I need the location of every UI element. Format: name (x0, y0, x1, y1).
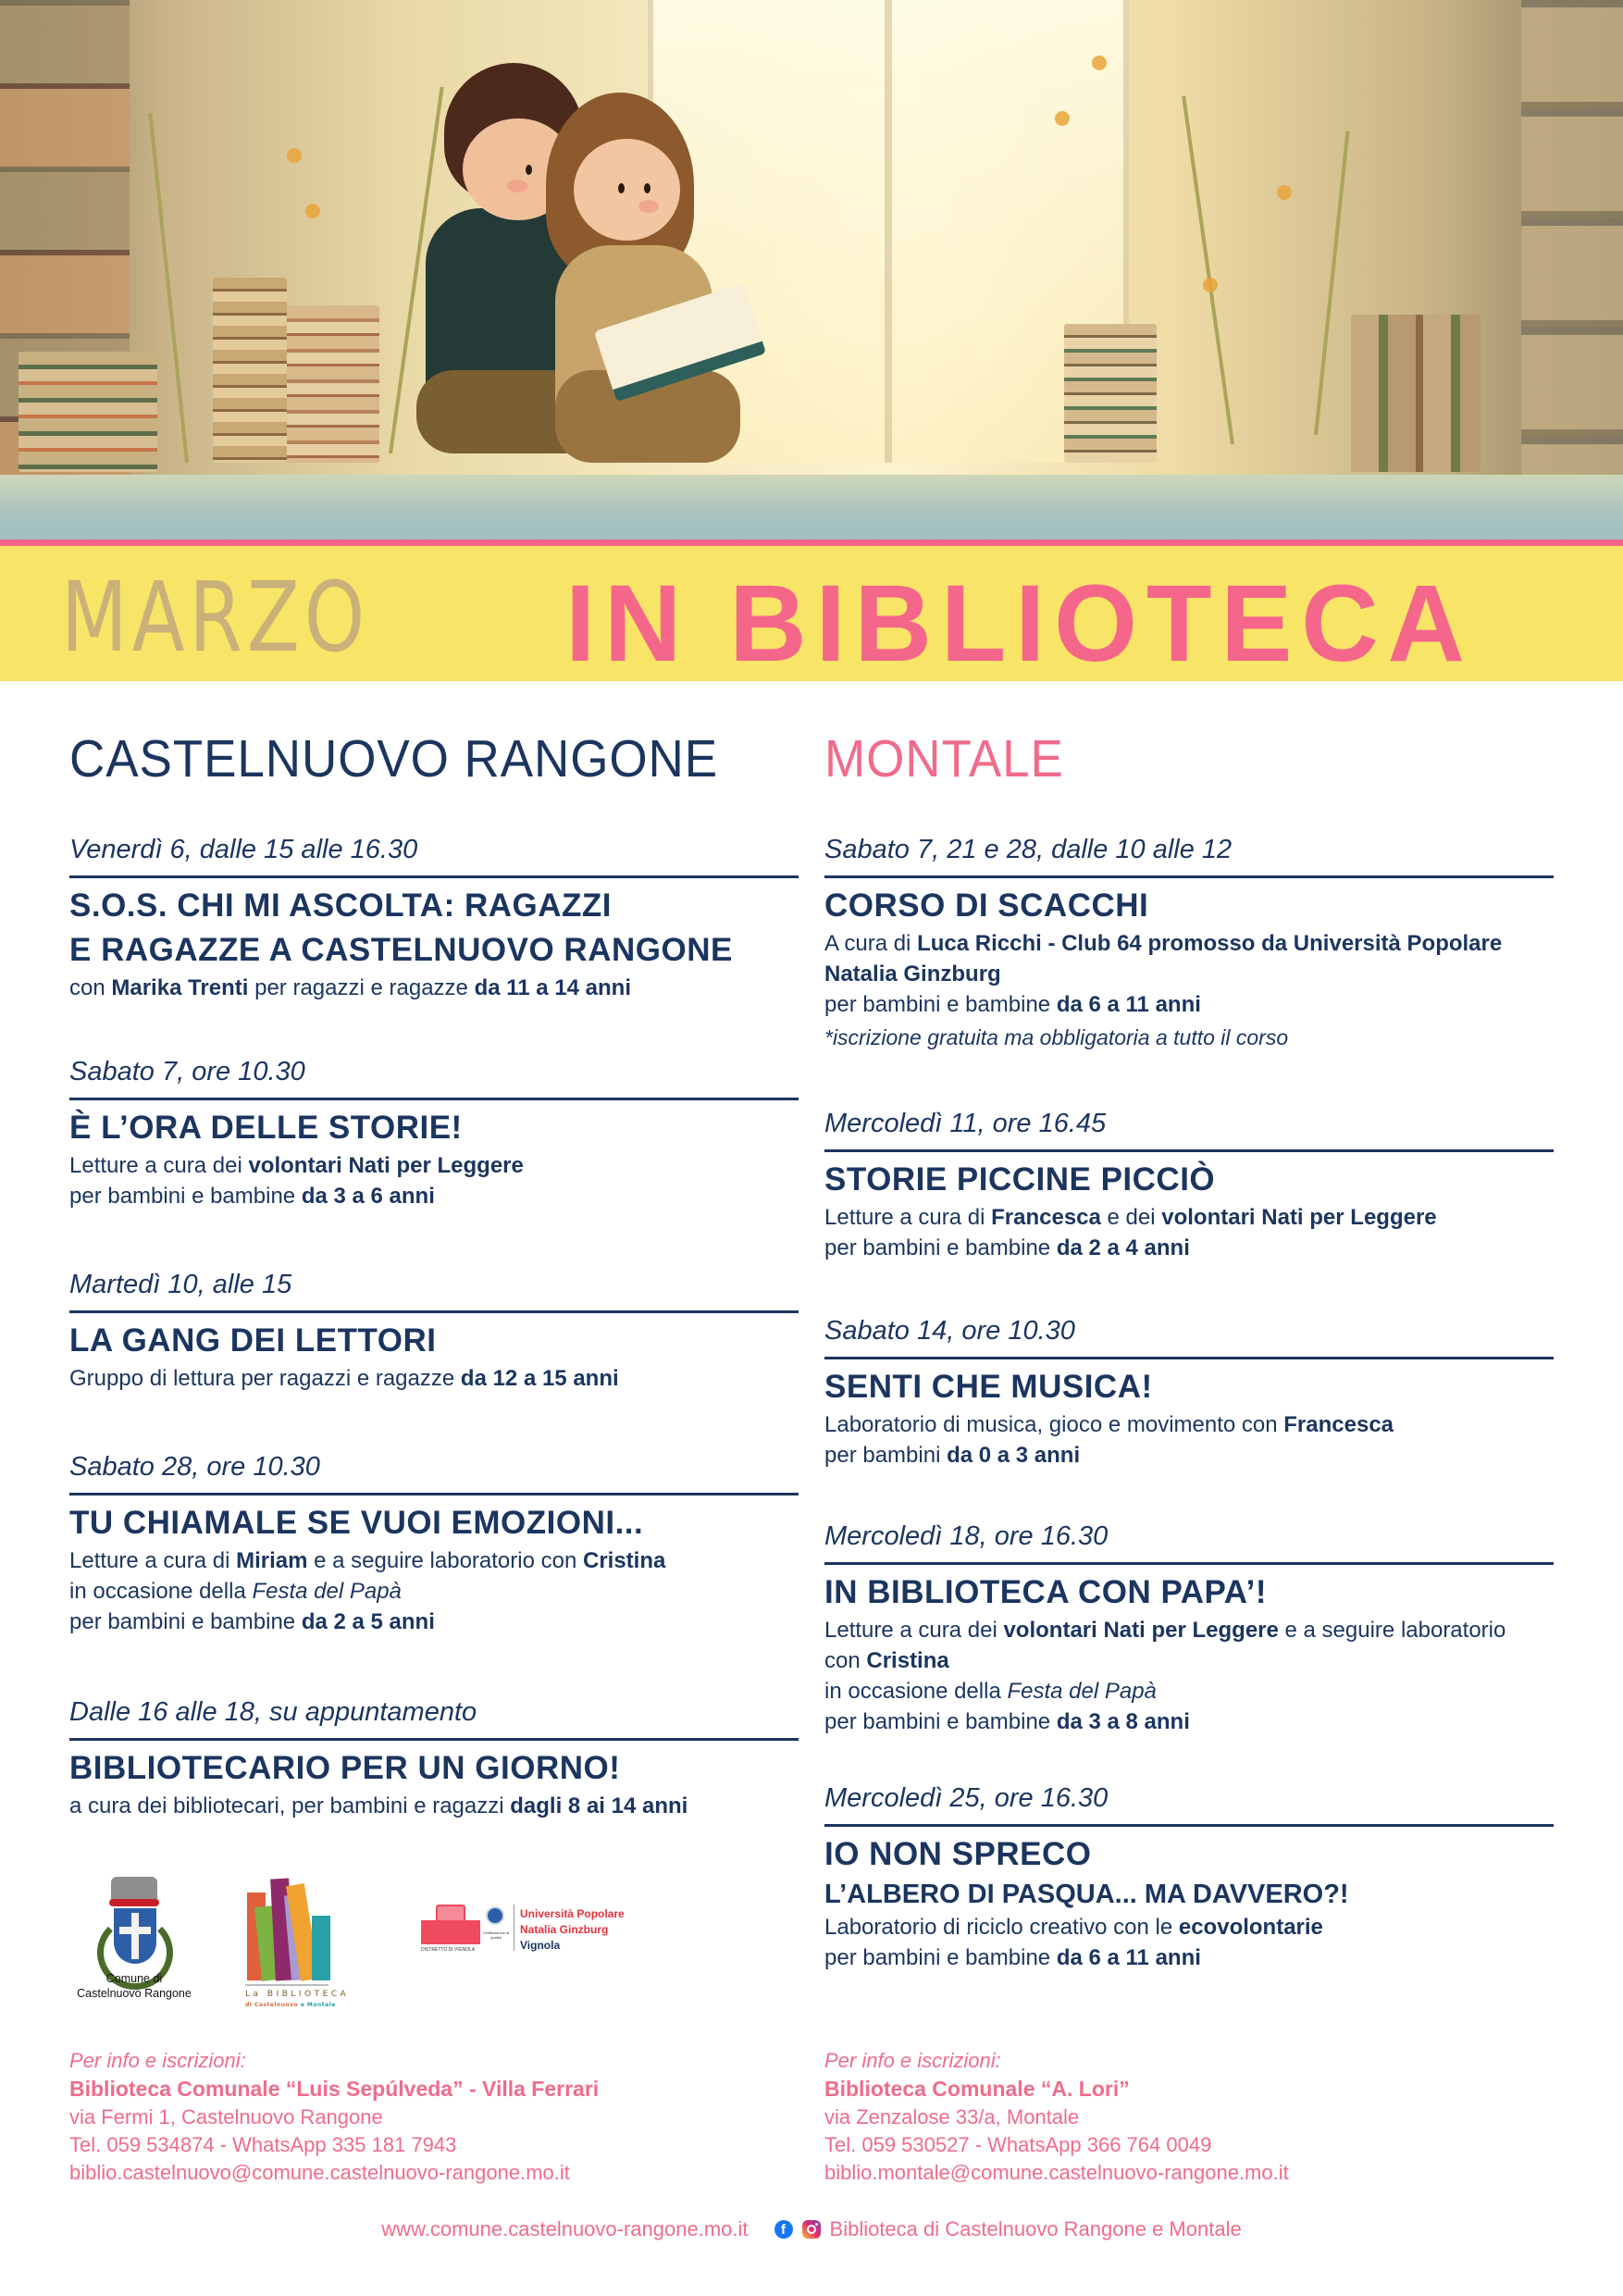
event-description (69, 1545, 799, 1576)
event-item (824, 833, 1554, 1055)
event-title: SENTI CHE MUSICA! (824, 1369, 1153, 1405)
event-item (69, 1695, 799, 1821)
event-description (824, 1676, 1554, 1706)
text-segment: per bambini e bambine (824, 1945, 1057, 1970)
event-item (69, 1450, 799, 1637)
quality-seal-icon (486, 1906, 504, 1925)
flower (1055, 111, 1070, 126)
event-item (69, 1268, 799, 1394)
floor (0, 475, 1623, 540)
highlight-text: volontari Nati per Leggere (248, 1153, 524, 1178)
book-stack (1351, 315, 1481, 472)
column-heading: MONTALE (824, 729, 1064, 788)
highlight-text: da 11 a 14 anni (474, 975, 631, 1000)
universita-red-box (421, 1920, 480, 1944)
book-stack (1064, 324, 1157, 463)
event-description (69, 1791, 799, 1821)
info-lead: Per info e iscrizioni: (824, 2049, 1001, 2072)
girl-face (574, 139, 680, 241)
highlight-text: da 3 a 6 anni (301, 1184, 435, 1209)
event-description (824, 1615, 1554, 1645)
text-segment: in occasione della (69, 1579, 253, 1604)
text-segment: per bambini e bambine (69, 1609, 302, 1634)
event-divider (69, 1738, 799, 1741)
event-description (824, 1409, 1554, 1440)
event-item (824, 1107, 1554, 1263)
text-segment: per bambini e bambine (69, 1184, 302, 1209)
event-date: Venerdì 6, dalle 15 alle 16.30 (69, 835, 418, 864)
event-item (824, 1781, 1554, 1973)
facebook-icon[interactable]: f (774, 2220, 793, 2239)
event-description (69, 1150, 799, 1181)
text-segment: per bambini e bambine (824, 1709, 1057, 1734)
crown-base (109, 1899, 159, 1906)
website-link[interactable]: www.comune.castelnuovo-rangone.mo.it (381, 2217, 749, 2240)
comune-logo-text (60, 1971, 208, 2001)
text-segment: a cura dei bibliotecari, per bambini e ragazzi (69, 1793, 511, 1818)
text-segment: e a seguire laboratorio (1278, 1618, 1506, 1643)
hero-illustration (0, 0, 1623, 540)
highlight-text: Cristina (866, 1648, 949, 1673)
event-divider (69, 1310, 799, 1313)
highlight-text: volontari Nati per Leggere (1003, 1618, 1279, 1643)
library-phone[interactable]: Tel. 059 534874 - WhatsApp 335 181 7943 (69, 2133, 457, 2156)
event-description (824, 928, 1554, 959)
event-title: CORSO DI SCACCHI (824, 887, 1149, 924)
library-name: Biblioteca Comunale “A. Lori” (824, 2077, 1130, 2101)
text-segment: Laboratorio di musica, gioco e movimento con (824, 1412, 1284, 1437)
highlight-text: Natalia Ginzburg (824, 962, 1001, 987)
text-segment: con (69, 975, 112, 1000)
info-castelnuovo (69, 2047, 799, 2187)
event-date: Sabato 7, ore 10.30 (69, 1057, 305, 1086)
event-divider (824, 1824, 1554, 1827)
event-divider (824, 1357, 1554, 1359)
banner-heading: IN BIBLIOTECA (565, 563, 1474, 685)
event-date: Dalle 16 alle 18, su appuntamento (69, 1697, 477, 1727)
event-note: *iscrizione gratuita ma obbligatoria a tutto il corso (824, 1025, 1289, 1049)
event-item (824, 1520, 1554, 1737)
instagram-icon[interactable] (802, 2220, 821, 2239)
flower (1277, 185, 1292, 200)
partner-logos (69, 1860, 717, 2008)
library-email[interactable]: biblio.montale@comune.castelnuovo-rangone.mo.it (824, 2161, 1289, 2184)
universita-bottom-text: DISTRETTO DI VIGNOLA (421, 1947, 476, 1953)
column-heading: CASTELNUOVO RANGONE (69, 729, 719, 788)
highlight-text: Francesca (1283, 1412, 1394, 1437)
flower (305, 204, 320, 218)
biblioteca-logo-name: La BIBLIOTECA (245, 1990, 350, 1999)
event-description (824, 1440, 1554, 1471)
plant-stem (1182, 95, 1234, 444)
event-title: S.O.S. CHI MI ASCOLTA: RAGAZZI (69, 887, 612, 924)
text-segment: e dei (1100, 1205, 1162, 1230)
event-description (824, 1645, 1554, 1676)
bookshelf-right (1521, 0, 1623, 540)
text-segment: per bambini e bambine (824, 1235, 1057, 1260)
text-segment: Letture a cura di (824, 1205, 992, 1230)
event-date: Martedì 10, alle 15 (69, 1270, 292, 1299)
event-title: E RAGAZZE A CASTELNUOVO RANGONE (69, 932, 733, 968)
event-item (824, 1314, 1554, 1471)
event-subtitle: L’ALBERO DI PASQUA... MA DAVVERO?! (824, 1880, 1349, 1909)
text-segment: per bambini (824, 1443, 948, 1468)
event-description (824, 1942, 1554, 1973)
highlight-text: Francesca (991, 1205, 1101, 1230)
text-segment: Laboratorio di riciclo creativo con le (824, 1915, 1179, 1940)
info-montale (824, 2047, 1554, 2187)
library-email[interactable]: biblio.castelnuovo@comune.castelnuovo-rangone.mo.it (69, 2161, 570, 2184)
highlight-text: da 6 a 11 anni (1056, 992, 1201, 1017)
text-segment: Letture a cura di (69, 1548, 237, 1573)
book-stack (278, 305, 379, 463)
italic-text: Festa del Papà (252, 1579, 402, 1604)
text-segment: per bambini e bambine (824, 992, 1057, 1017)
highlight-text: da 12 a 15 anni (460, 1366, 619, 1391)
event-description (824, 1706, 1554, 1737)
biblioteca-sub-a: di Castelnuovo (245, 2002, 299, 2008)
highlight-text: dagli 8 ai 14 anni (510, 1793, 688, 1818)
event-description (69, 973, 799, 1003)
title-banner (0, 546, 1623, 685)
event-date: Sabato 7, 21 e 28, dalle 10 alle 12 (824, 835, 1233, 864)
event-item (69, 833, 799, 1003)
book-stack (19, 352, 157, 472)
flower (287, 148, 302, 163)
certification-text: Certificazione di qualità (482, 1930, 510, 1940)
event-description (69, 1181, 799, 1211)
event-title: TU CHIAMALE SE VUOI EMOZIONI... (69, 1505, 644, 1541)
event-date: Mercoledì 11, ore 16.45 (824, 1109, 1107, 1138)
social-label[interactable]: Biblioteca di Castelnuovo Rangone e Montale (829, 2217, 1242, 2240)
event-title: IN BIBLIOTECA CON PAPA’! (824, 1574, 1268, 1610)
comune-line2: Castelnuovo Rangone (77, 1987, 192, 2000)
text-segment: in occasione della (824, 1679, 1008, 1704)
highlight-text: da 6 a 11 anni (1056, 1945, 1201, 1970)
event-divider (69, 1098, 799, 1100)
highlight-text: Cristina (582, 1548, 666, 1573)
event-divider (69, 1493, 799, 1496)
text-segment: con (824, 1648, 867, 1673)
text-segment: Letture a cura dei (824, 1618, 1004, 1643)
universita-line2: Natalia Ginzburg (520, 1923, 609, 1936)
crown-icon (111, 1877, 157, 1901)
book-stack (213, 278, 287, 463)
footer (0, 2217, 1623, 2241)
event-title: È L’ORA DELLE STORIE! (69, 1110, 463, 1146)
column-montale (824, 722, 1554, 796)
biblioteca-sub-b: e Montale (298, 2002, 336, 2008)
text-segment: Letture a cura dei (69, 1153, 249, 1178)
info-lead: Per info e iscrizioni: (69, 2049, 246, 2072)
event-divider (824, 1149, 1554, 1152)
book-spine-icon (312, 1916, 330, 1980)
plant-stem (1314, 131, 1349, 436)
comune-line1: Comune di (105, 1972, 163, 1985)
event-divider (824, 875, 1554, 878)
flower (1092, 56, 1107, 70)
event-description (824, 1202, 1554, 1233)
highlight-text: Luca Ricchi - Club 64 promosso da Università Popolare (917, 931, 1503, 956)
logo-rule (245, 1984, 328, 1986)
coat-of-arms-icon (114, 1908, 156, 1964)
event-description (824, 959, 1554, 989)
text-segment: A cura di (824, 931, 918, 956)
event-item (69, 1055, 799, 1211)
event-description (824, 1233, 1554, 1263)
pink-divider-strip (0, 540, 1623, 546)
highlight-text: volontari Nati per Leggere (1161, 1205, 1437, 1230)
event-title: LA GANG DEI LETTORI (69, 1322, 437, 1359)
universita-line1: Università Popolare (520, 1907, 625, 1920)
highlight-text: da 2 a 4 anni (1056, 1235, 1190, 1260)
highlight-text: da 2 a 5 anni (301, 1609, 435, 1634)
flower (1203, 278, 1218, 292)
event-title: BIBLIOTECARIO PER UN GIORNO! (69, 1750, 621, 1786)
universita-line3: Vignola (520, 1939, 561, 1952)
highlight-text: Miriam (236, 1548, 308, 1573)
highlight-text: ecovolontarie (1178, 1915, 1323, 1940)
highlight-text: da 0 a 3 anni (947, 1443, 1081, 1468)
event-date: Sabato 28, ore 10.30 (69, 1452, 320, 1482)
event-divider (69, 875, 799, 878)
event-description (69, 1576, 799, 1607)
event-date: Mercoledì 18, ore 16.30 (824, 1521, 1109, 1551)
event-description (69, 1363, 799, 1394)
event-description (824, 1912, 1554, 1942)
event-description (824, 989, 1554, 1020)
event-title: IO NON SPRECO (824, 1836, 1092, 1872)
highlight-text: da 3 a 8 anni (1056, 1709, 1190, 1734)
library-address: via Fermi 1, Castelnuovo Rangone (69, 2105, 383, 2128)
event-date: Sabato 14, ore 10.30 (824, 1316, 1075, 1346)
biblioteca-logo (245, 1879, 356, 2008)
event-divider (824, 1562, 1554, 1565)
universita-text (520, 1906, 625, 1954)
library-phone[interactable]: Tel. 059 530527 - WhatsApp 366 764 0049 (824, 2133, 1212, 2156)
italic-text: Festa del Papà (1007, 1679, 1157, 1704)
library-address: via Zenzalose 33/a, Montale (824, 2105, 1080, 2128)
text-segment: per ragazzi e ragazze (248, 975, 475, 1000)
column-castelnuovo (69, 722, 799, 796)
banner-title (61, 561, 1474, 685)
event-description (69, 1607, 799, 1637)
text-segment: Gruppo di lettura per ragazzi e ragazze (69, 1366, 461, 1391)
event-title: STORIE PICCINE PICCIÒ (824, 1161, 1216, 1198)
highlight-text: Marika Trenti (111, 975, 249, 1000)
comune-logo (69, 1869, 199, 2008)
library-name: Biblioteca Comunale “Luis Sepúlveda” - Villa Ferrari (69, 2077, 600, 2101)
event-date: Mercoledì 25, ore 16.30 (824, 1783, 1109, 1813)
banner-month: MARZO (61, 561, 369, 674)
text-segment: e a seguire laboratorio con (307, 1548, 583, 1573)
universita-popolare-logo (421, 1897, 699, 1971)
biblioteca-logo-sub (245, 2002, 336, 2008)
